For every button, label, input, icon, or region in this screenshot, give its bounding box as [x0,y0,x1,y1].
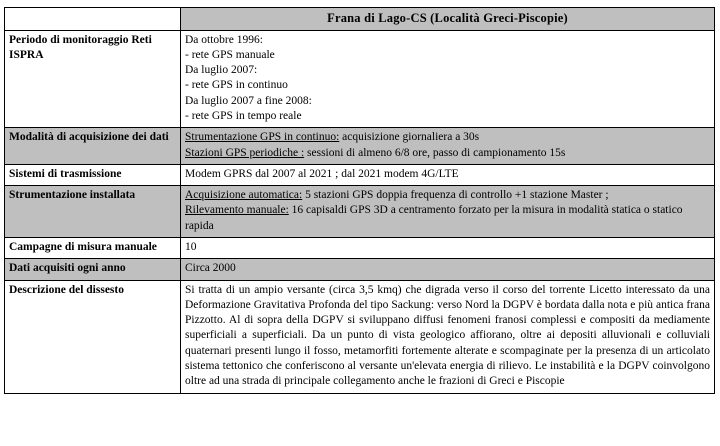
table-row [5,259,715,280]
row-value-sistemi-trasmissione [181,164,715,185]
value-line: Circa 2000 [185,262,236,275]
value-line: 10 [185,241,197,253]
value-line: Da ottobre 1996: [185,33,263,46]
value-line: Da luglio 2007 a fine 2008: [185,94,312,107]
row-value-modalita-acquisizione [181,128,715,165]
table-title: Frana di Lago-CS (Località Greci-Piscopie) [181,8,715,31]
row-value-descrizione-dissesto: Si tratta di un ampio versante (circa 3,5 kmq) che digrada verso il corso del torrente Licetto interessato da una Deformazione Gravitativa Profonda del tipo Sackung: verso Nord la DGPV è bordata dalla nota e più antica frana Pizzotto. Al di sopra della DGPV si sviluppano diffusi fenomeni franosi complessi e compositi da mediamente superficiali a superficiali. Da un punto di vista geologico affiorano, oltre ai depositi alluvionali e colluviali quaternari presenti lungo il fosso, metamorfiti fortemente alterate e scompaginate per la presenza di un articolato sistema tettonico che conferiscono al versante un'elevata energia di rilievo. Le instabilità e la DGPV coinvolgono oltre ad una strada di principale collegamento anche le frazioni di Greci e Piscopie [181,280,715,393]
table-row [5,30,715,128]
table-row [5,186,715,238]
value-line: Rilevamento manuale: 16 capisaldi GPS 3D a centramento forzato per la misura in modalità statica o statico rapida [185,204,683,232]
row-value-strumentazione-installata [181,186,715,238]
document-page [0,7,720,446]
value-line-prefix: Strumentazione GPS in continuo: [185,131,340,144]
row-label-modalita-acquisizione: Modalità di acquisizione dei dati [5,128,181,165]
value-line: Modem GPRS dal 2007 al 2021 ; dal 2021 modem 4G/LTE [185,167,459,180]
header-corner-cell [5,8,181,31]
value-line: Acquisizione automatica: 5 stazioni GPS doppia frequenza di controllo +1 stazione Master ; [185,189,609,202]
value-line: Da luglio 2007: [185,64,258,77]
row-label-descrizione-dissesto: Descrizione del dissesto [5,280,181,393]
row-value-campagne-misura [181,238,715,259]
row-label-dati-acquisiti: Dati acquisiti ogni anno [5,259,181,280]
table-row [5,164,715,185]
value-line: - rete GPS in tempo reale [185,110,302,123]
value-line-prefix: Rilevamento manuale: [185,204,289,217]
value-line: - rete GPS manuale [185,48,275,61]
value-line: - rete GPS in continuo [185,79,288,92]
value-line: Stazioni GPS periodiche : sessioni di almeno 6/8 ore, passo di campionamento 15s [185,146,566,159]
table-row [5,128,715,165]
row-value-dati-acquisiti [181,259,715,280]
table-header-row [5,8,715,31]
value-line-prefix: Acquisizione automatica: [185,189,303,202]
row-label-campagne-misura: Campagne di misura manuale [5,238,181,259]
value-line: Strumentazione GPS in continuo: acquisizione giornaliera a 30s [185,131,480,144]
row-value-periodo-monitoraggio [181,30,715,128]
landslide-monitoring-table [4,7,715,394]
table-row [5,280,715,393]
row-label-periodo-monitoraggio: Periodo di monitoraggio Reti ISPRA [5,30,181,128]
value-line-prefix: Stazioni GPS periodiche : [185,146,305,159]
table-row [5,238,715,259]
row-label-sistemi-trasmissione: Sistemi di trasmissione [5,164,181,185]
row-label-strumentazione-installata: Strumentazione installata [5,186,181,238]
